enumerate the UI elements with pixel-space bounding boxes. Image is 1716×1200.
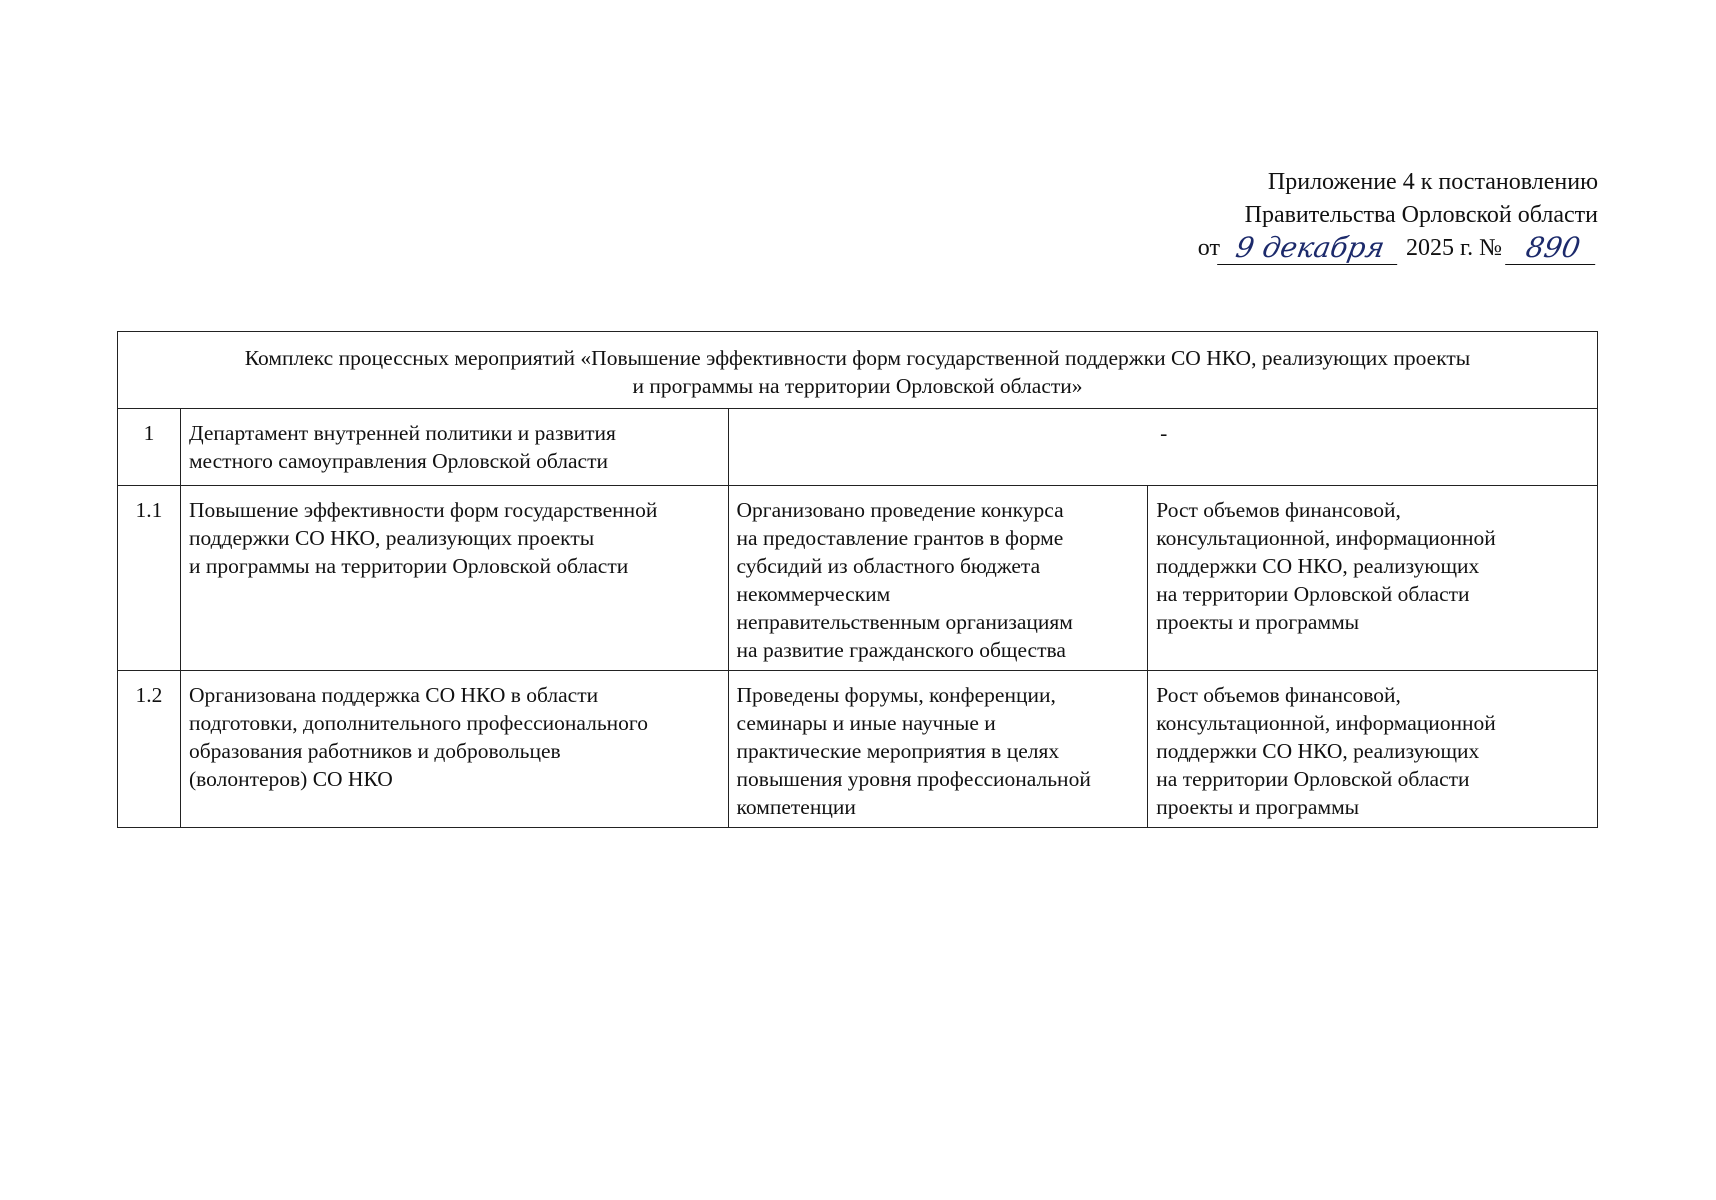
row-effect: Рост объемов финансовой, консультационной, информационной поддержки СО НКО, реализующих на территории Орловской области проекты и программы (1148, 671, 1598, 828)
row-effect: Рост объемов финансовой, консультационной, информационной поддержки СО НКО, реализующих на территории Орловской области проекты и программы (1148, 486, 1598, 671)
row-name: Департамент внутренней политики и развития местного самоуправления Орловской области (180, 409, 728, 486)
row-merged-value: - (728, 409, 1597, 486)
year-number-label: 2025 г. № (1405, 235, 1502, 261)
table-title: Комплекс процессных мероприятий «Повышение эффективности форм государственной поддержки СО НКО, реализующих проекты и программы на территории Орловской области» (118, 332, 1598, 409)
table-title-row (118, 332, 1598, 409)
row-name: Организована поддержка СО НКО в области подготовки, дополнительного профессионального образования работников и добровольцев (волонтеров) СО НКО (180, 671, 728, 828)
row-result: Проведены форумы, конференции, семинары и иные научные и практические мероприятия в целях повышения уровня профессиональной компетенции (728, 671, 1148, 828)
table-row (118, 486, 1598, 671)
table-row (118, 409, 1598, 486)
appendix-date-line (1168, 232, 1598, 265)
appendix-title: Приложение 4 к постановлению (1267, 169, 1598, 195)
handwritten-date: 9 декабря (1217, 232, 1403, 265)
row-number: 1.1 (118, 486, 181, 671)
appendix-authority: Правительства Орловской области (1244, 202, 1598, 228)
row-number: 1.2 (118, 671, 181, 828)
row-number: 1 (118, 409, 181, 486)
row-name: Повышение эффективности форм государственной поддержки СО НКО, реализующих проекты и программы на территории Орловской области (180, 486, 728, 671)
measures-table (117, 331, 1598, 828)
table-row (118, 671, 1598, 828)
date-prefix: от (1197, 235, 1220, 261)
handwritten-number: 890 (1505, 232, 1601, 265)
appendix-header (1168, 166, 1598, 265)
row-result: Организовано проведение конкурса на предоставление грантов в форме субсидий из областного бюджета некоммерческим неправительственным организациям на развитие гражданского общества (728, 486, 1148, 671)
